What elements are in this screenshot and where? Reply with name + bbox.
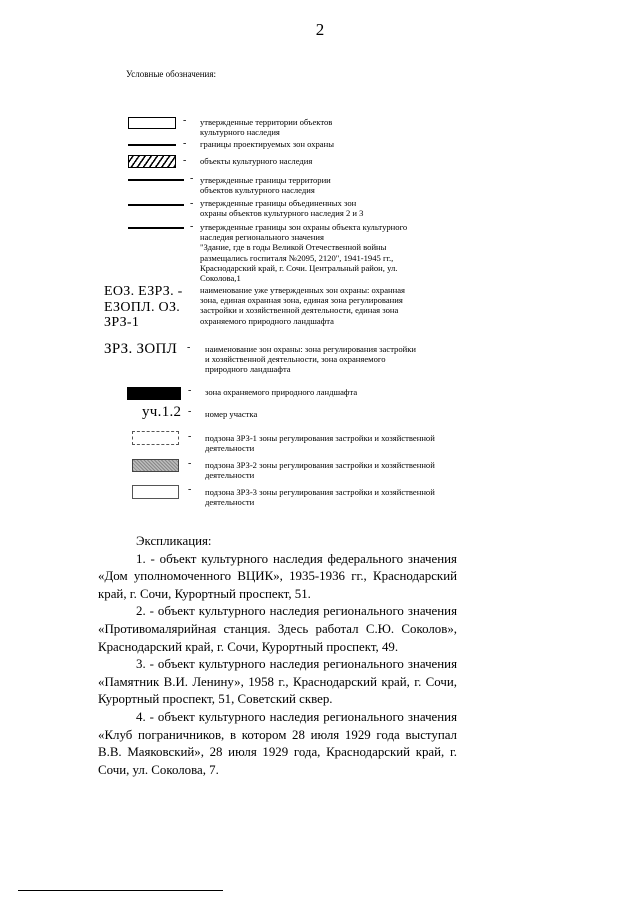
- legend-item-text: подзона ЗРЗ-3 зоны регулирования застройки и хозяйственной деятельности: [205, 487, 435, 508]
- regional-object-zone-boundary-line-icon: [128, 227, 184, 229]
- legend-item-text: наименование зон охраны: зона регулирования застройки и хозяйственной деятельности, зона охраняемого природного ландшафта: [205, 344, 417, 375]
- legend-item-text: утвержденные территории объектов культурного наследия: [200, 117, 333, 138]
- legend-dash: -: [190, 221, 194, 232]
- legend-dash: -: [188, 484, 192, 495]
- united-zone-boundary-line-icon: [128, 204, 184, 206]
- legend-dash: -: [183, 155, 187, 166]
- legend-item-text: утвержденные границы объединенных зон охраны объектов культурного наследия 2 и 3: [200, 198, 364, 219]
- heritage-object-hatched-rect-icon: [128, 155, 176, 168]
- footnote-separator-line: [18, 890, 223, 891]
- subzone-zrz2-gray-rect-icon: [132, 459, 179, 472]
- legend-dash: -: [183, 138, 187, 149]
- subzone-zrz1-rect-icon: [132, 431, 179, 445]
- legend-dash: -: [183, 115, 187, 126]
- explication-item: 3. - объект культурного наследия регионального значения «Памятник В.И. Ленину», 1958 г., Краснодарский край, г. Сочи, Курортный проспект, 51, Советский сквер.: [98, 657, 457, 707]
- legend-item-text: утвержденные границы зон охраны объекта культурного наследия регионального значения "Здание, где в годы Великой Отечественной войны размещались госпиталя №2095, 2120", 1941-1945 гг., Краснодарский край, г. Сочи. Центральный район, ул. Соколова,1: [200, 222, 408, 284]
- legend-item-text: утвержденные границы территории объектов культурного наследия: [200, 175, 331, 196]
- explication-item: 2. - объект культурного наследия регионального значения «Противомалярийная станция. Здесь работал С.Ю. Соколов», Краснодарский край, г. Сочи, Курортный проспект, 49.: [98, 604, 457, 654]
- legend-zone-codes: ЕОЗ. ЕЗРЗ. - ЕЗОПЛ. ОЗ. ЗРЗ-1: [104, 284, 183, 330]
- explication-item: 4. - объект культурного наследия регионального значения «Клуб пограничников, в котором 28 июля 1929 года выступал В.В. Маяковский», 28 июля 1929 года, Краснодарский край, г. Сочи, ул. Соколова, 7.: [98, 709, 457, 777]
- legend-item-text: зона охраняемого природного ландшафта: [205, 387, 358, 397]
- plot-number-sample: уч.1.2: [142, 404, 182, 420]
- legend-dash: -: [187, 342, 191, 353]
- legend-item-text: номер участка: [205, 409, 258, 419]
- approved-territory-rect-icon: [128, 117, 176, 129]
- legend-zone-codes: ЗРЗ. ЗОПЛ: [104, 341, 178, 357]
- explication-title: Экспликация:: [136, 534, 212, 548]
- page-number: 2: [315, 20, 325, 39]
- legend-item-text: подзона ЗРЗ-1 зоны регулирования застройки и хозяйственной деятельности: [205, 433, 435, 454]
- legend-item-text: границы проектируемых зон охраны: [200, 139, 334, 149]
- protected-landscape-zone-black-rect-icon: [127, 387, 181, 400]
- legend-item-text: наименование уже утвержденных зон охраны: охранная зона, единая охранная зона, единая зона регулирования застройки и хозяйственной деятельности, единая зона охраняемого природного ландшафта: [200, 285, 406, 326]
- legend-item-text: объекты культурного наследия: [200, 156, 313, 166]
- subzone-zrz3-rect-icon: [132, 485, 179, 499]
- legend-dash: -: [188, 385, 192, 396]
- legend-dash: -: [190, 198, 194, 209]
- legend-dash: -: [188, 458, 192, 469]
- legend-dash: -: [190, 173, 194, 184]
- legend-title: Условные обозначения:: [126, 69, 217, 79]
- designed-zone-boundary-line-icon: [128, 144, 176, 146]
- approved-territory-boundary-line-icon: [128, 179, 184, 181]
- legend-item-text: подзона ЗРЗ-2 зоны регулирования застройки и хозяйственной деятельности: [205, 460, 435, 481]
- explication: [98, 533, 457, 779]
- explication-item: 1. - объект культурного наследия федерального значения «Дом уполномоченного ВЦИК», 1935-1936 гг., Краснодарский край, г. Сочи, Курортный проспект, 51.: [98, 551, 457, 601]
- legend-dash: -: [188, 406, 192, 417]
- legend-dash: -: [188, 431, 192, 442]
